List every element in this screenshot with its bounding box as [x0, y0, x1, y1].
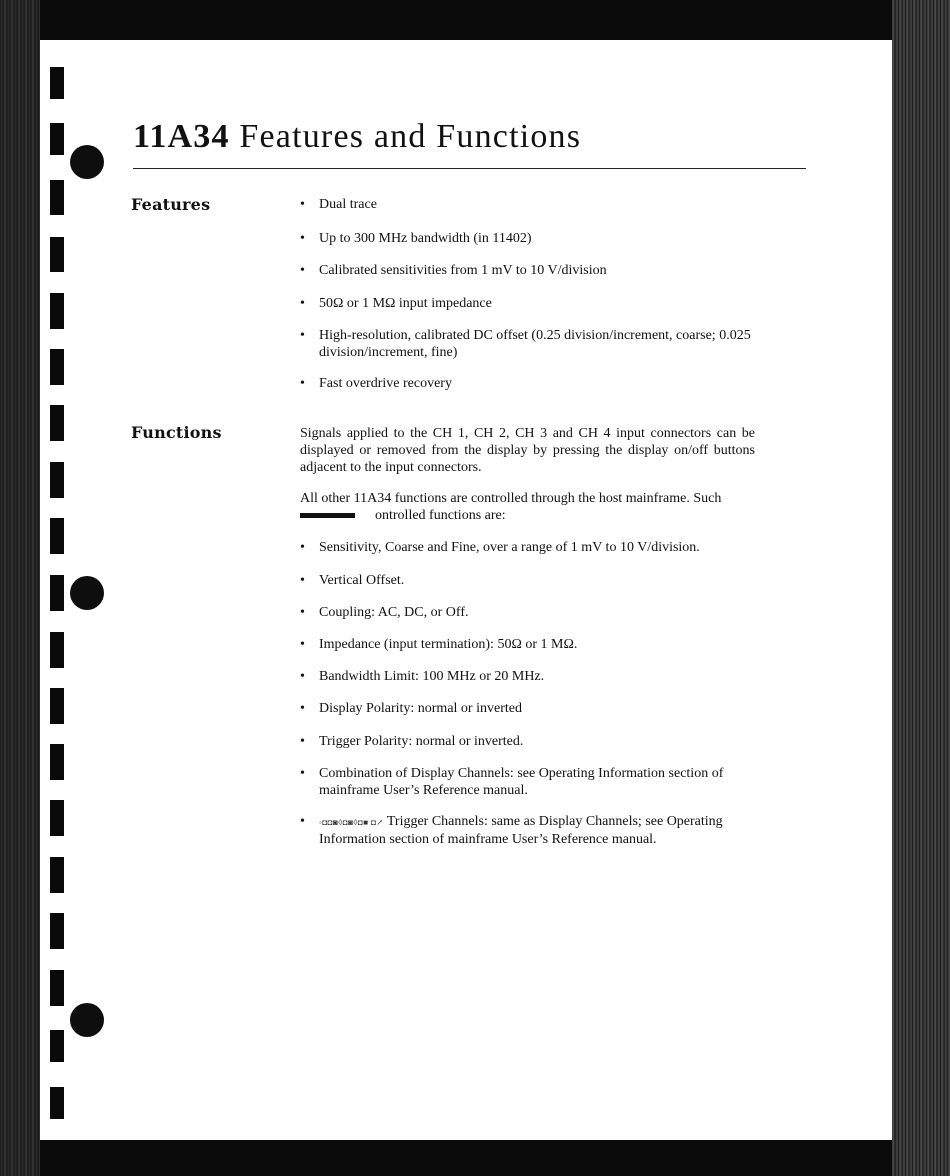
function-text — [319, 813, 774, 848]
feature-text: Fast overdrive recovery — [319, 376, 452, 391]
function-text: Display Polarity: normal or inverted — [319, 701, 522, 716]
paragraph-line: All other 11A34 functions are controlled through the host mainframe. Such — [300, 491, 722, 506]
function-text-rest: Trigger Channels: same as Display Channels; see Operating Information section of mainframe User’s Reference manual. — [319, 814, 723, 847]
title-rule — [133, 168, 806, 169]
function-text: Bandwidth Limit: 100 MHz or 20 MHz. — [319, 669, 545, 684]
ink-smudge — [300, 513, 355, 518]
binder-tab — [50, 857, 64, 893]
features-heading: Features — [131, 195, 211, 214]
feature-text: High-resolution, calibrated DC offset (0.25 division/increment, coarse; 0.025 division/increment, fine) — [319, 328, 751, 360]
binder-tab — [50, 405, 64, 441]
feature-text: Calibrated sensitivities from 1 mV to 10 V/division — [319, 263, 607, 278]
title-model: 11A34 — [133, 118, 230, 155]
function-text: Trigger Polarity: normal or inverted. — [319, 734, 524, 749]
function-text: Sensitivity, Coarse and Fine, over a range of 1 mV to 10 V/division. — [319, 540, 700, 555]
page-title — [133, 118, 581, 156]
binder-tab — [50, 688, 64, 724]
scan-right-edge — [892, 0, 950, 1176]
binder-tab — [50, 744, 64, 780]
binder-tab — [50, 970, 64, 1006]
scan-left-edge — [0, 0, 40, 1176]
function-text: Coupling: AC, DC, or Off. — [319, 605, 469, 620]
binder-tab — [50, 1087, 64, 1119]
functions-paragraph — [300, 490, 755, 524]
functions-intro: Signals applied to the CH 1, CH 2, CH 3 and CH 4 input connectors can be displayed or removed from the display by pressing the display on/off buttons adjacent to the input connectors. — [300, 426, 755, 475]
function-text: Combination of Display Channels: see Operating Information section of mainframe User’s Reference manual. — [319, 766, 724, 798]
binder-tab — [50, 575, 64, 611]
feature-text: 50Ω or 1 MΩ input impedance — [319, 296, 492, 311]
binder-tab — [50, 180, 64, 215]
binder-tab — [50, 800, 64, 836]
function-text: Vertical Offset. — [319, 573, 405, 588]
feature-text: Dual trace — [319, 197, 377, 212]
binder-tab — [50, 237, 64, 272]
feature-text: Up to 300 MHz bandwidth (in 11402) — [319, 231, 532, 246]
punch-hole — [70, 576, 104, 610]
binder-tab — [50, 518, 64, 554]
functions-heading: Functions — [131, 423, 222, 442]
paragraph-line-text: ontrolled functions are: — [375, 508, 506, 523]
binder-tab — [50, 632, 64, 668]
garbled-text: ◦◘◘◙◊◘◙◊◘■ ◘↗ — [319, 818, 384, 827]
binder-tab — [50, 67, 64, 99]
binder-tab — [50, 293, 64, 329]
title-text: Features and Functions — [239, 118, 582, 155]
binder-tab — [50, 349, 64, 385]
punch-hole — [70, 1003, 104, 1037]
punch-hole — [70, 145, 104, 179]
function-text: Impedance (input termination): 50Ω or 1 MΩ. — [319, 637, 578, 652]
binder-tab — [50, 913, 64, 949]
binder-tab — [50, 1030, 64, 1062]
paragraph-line — [300, 507, 755, 524]
binder-tab — [50, 462, 64, 498]
binder-tab — [50, 123, 64, 155]
